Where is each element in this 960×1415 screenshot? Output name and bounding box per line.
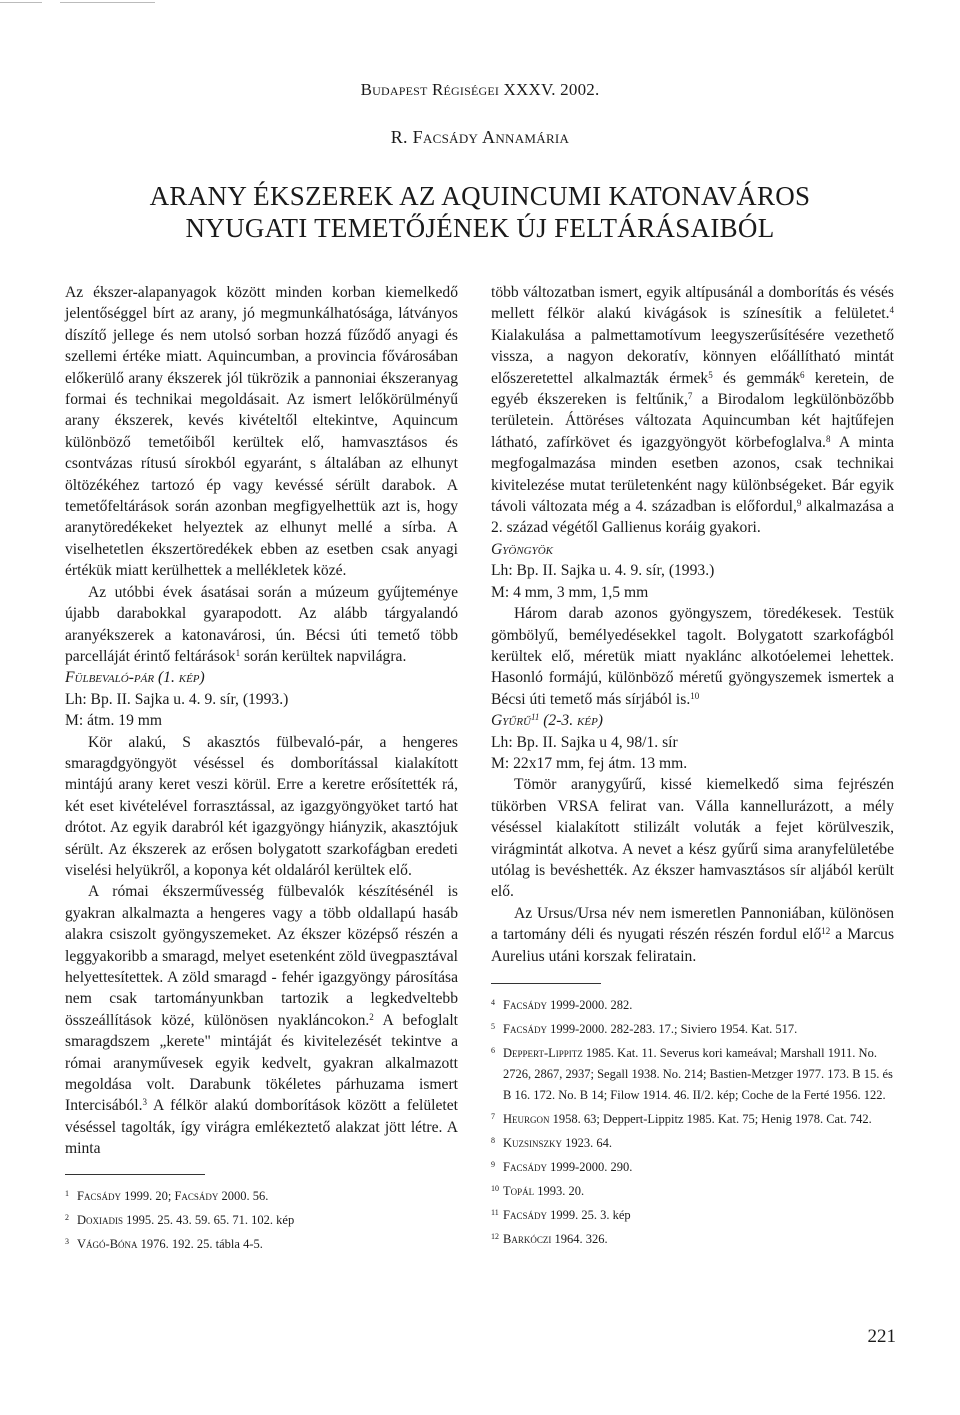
footnote-ref[interactable]: 5	[708, 369, 713, 380]
dimensions: M: átm. 19 mm	[65, 712, 163, 730]
dimensions: M: 4 mm, 3 mm, 1,5 mm	[491, 583, 649, 601]
paragraph: Az ékszer-alapanyagok között minden korban kiemelkedő jelentőséggel bírt az arany, jó megmunkálhatósága, látványos díszítő jellege és nem utolsó sorban hozzá fűződő anyagi és szellemi értéke miatt. Aquincumban, a provincia fővárosában előkerülő arany ékszerek jól tükrözik a pannoniai ékszeranyag formai és technikai megoldásait. Az ismert lelőkörülményű arany ékszerek, kevés kivételtől eltekintve, Aquincum különböző temetőiből kerültek elő, hamvasztásos és csontvázas rítusú sírokból egyaránt, s általában az elhunyt öltözékéhez tartozó ép vagy kevéssé sérült darabok. A temetőfeltárások során azonban megfigyelhettük azt is, hogy aranytöredékeket helyeztek az elhunyt mellé a sírba. A viselhetetlen ékszertöredékek ebben az esetben csak anyagi értékük miatt kerülhettek a mellékletek közé.	[65, 284, 458, 580]
footnote: 4 Facsády 1999-2000. 282.	[491, 998, 633, 1012]
top-rule-left	[0, 2, 42, 3]
footnote-ref[interactable]: 3	[142, 1097, 148, 1108]
footnote: 8 Kuzsinszky 1923. 64.	[491, 1136, 613, 1150]
paragraph: Az utóbbi évek ásatásai során a múzeum gyűjteménye újabb darabokkal gyarapodott. Az alább tárgyalandó aranyékszerek a katonavárosi, ún. Bécsi úti temető több parcelláját érintő feltárások$^1$ során kerültek napvilágra.	[65, 583, 458, 665]
footnote-ref[interactable]: 12	[821, 926, 831, 937]
footnote-ref[interactable]: 9	[796, 498, 802, 509]
footnote: 10 Topál 1993. 20.	[491, 1184, 585, 1198]
find-location: Lh: Bp. II. Sajka u 4, 98/1. sír	[491, 733, 678, 751]
footnote: 2 Doxiadis 1995. 25. 43. 59. 65. 71. 102. kép	[65, 1212, 295, 1227]
footnote-ref[interactable]: 6	[800, 369, 805, 380]
find-location: Lh: Bp. II. Sajka u. 4. 9. sír, (1993.)	[65, 690, 289, 708]
footnote: 1 Facsády 1999. 20; Facsády 2000. 56.	[65, 1188, 269, 1203]
footnotes-left	[65, 1183, 458, 1255]
footnote-divider	[491, 983, 601, 984]
footnote: 11 Facsády 1999. 25. 3. kép	[491, 1208, 631, 1222]
footnote-ref[interactable]: 1	[235, 647, 241, 658]
dimensions: M: 22x17 mm, fej átm. 13 mm.	[491, 754, 688, 772]
footnote: 6 Deppert-Lippitz 1985. Kat. 11. Severus kori kameával; Marshall 1911. No. 2726, 2867, 2937; Segall 1938. No. 214; Bastien-Metzger 1977. 173. B 15. és B 16. 172. No. B 14; Filow 1914. 46. II/2. kép; Coche de la Ferté 1956. 122.	[491, 1046, 893, 1102]
footnote-ref[interactable]: 11	[531, 712, 540, 723]
paragraph: Tömör aranygyűrű, kissé kiemelkedő sima fejrészén tükörben VRSA felirat van. Válla kannellurázott, a mély véséssel kialakított stilizált voluták a fejet körülveszik, virágmintát alkotva. A nevet a kész gyűrű sima aranyfelületébe utólag is bevéshették. Az ékszer hamvasztásos sír aljából került elő.	[491, 776, 894, 901]
left-column	[65, 282, 458, 1255]
footnote-ref[interactable]: 4	[889, 305, 894, 316]
footnote: 7 Heurgon 1958. 63; Deppert-Lippitz 1985. Kat. 75; Henig 1978. Cat. 742.	[491, 1112, 872, 1126]
footnote-ref[interactable]: 10	[690, 690, 700, 701]
paragraph: Kör alakú, S akasztós fülbevaló-pár, a hengeres smaragdgyöngyöt véséssel és domborítással kialakított mintájú arany keret veszi körül. Erre a keretre erősítették rá, két eset kivételével forrasztással, az igazgyöngyöket tartó hat drótot. Az egyik darabról két igazgyöngy hiányzik, akasztójuk sérült. Az ékszerek az erősen bolygatott szarkofágban eredeti viselési helyükről, a koponya két oldaláról kerültek elő.	[65, 733, 458, 879]
section-heading: Gyűrű$^{11}$ (2-3. kép)	[491, 712, 603, 730]
footnote-divider	[65, 1174, 205, 1175]
find-location: Lh: Bp. II. Sajka u. 4. 9. sír, (1993.)	[491, 562, 715, 580]
page-number: 221	[867, 1326, 896, 1347]
footnote: 9 Facsády 1999-2000. 290.	[491, 1160, 633, 1174]
paragraph: több változatban ismert, egyik altípusánál a domborítás és vésés mellett félkör alakú kivágások is színesítik a felületet.$^4$ Kialakulása a palmettamotívum leegyszerűsítésére vezethető vissza, a nagyon dekoratív, könnyen előállítható mintát előszeretettel alkalmazták érmek$^5$ és gemmák$^6$ keretein, de egyéb ékszereken is feltűnik,$^7$ a Birodalom legkülönbözőbb területein. Áttöréses változata Aquincumban két hajtűfejen látható, zafírkövet és igazgyöngyöt körbefoglalva.$^8$ A minta megfogalmazása minden esetben azonos, csak technikai kivitelezése mutat területenként nagy különbségeket. Bár egyik távoli változata még a 4. században is előfordul,$^9$ alkalmazása a 2. század végétől Gallienus koráig gyakori.	[491, 284, 895, 537]
paragraph: Az Ursus/Ursa név nem ismeretlen Pannoniában, különösen a tartomány déli és nyugati részén részén fordul elő$^{12}$ a Marcus Aurelius utáni korszak feliratain.	[491, 904, 895, 965]
footnote: 3 Vágó-Bóna 1976. 192. 25. tábla 4-5.	[65, 1236, 263, 1251]
article-title	[0, 180, 960, 244]
footnote-ref[interactable]: 8	[825, 433, 831, 444]
article-author: R. Facsády Annamária	[390, 127, 570, 147]
footnote-ref[interactable]: 2	[369, 1011, 374, 1022]
paragraph: Három darab azonos gyöngyszem, töredékesek. Testük gömbölyű, bemélyedésekkel tagolt. Bolygatott szarkofágból kerültek elő, méretük miatt nyaklánc alkotóelemei lehettek. Hasonló formájú, különböző méretű gyöngyszemek ismertek a Bécsi úti temető más sírjából is.$^{10}$	[491, 605, 894, 708]
footnote: 5 Facsády 1999-2000. 282-283. 17.; Siviero 1954. Kat. 517.	[491, 1022, 798, 1036]
section-heading: Fülbevaló-pár (1. kép)	[65, 669, 205, 687]
section-heading: Gyöngyök	[491, 540, 554, 558]
running-header: Budapest Régiségei XXXV. 2002.	[360, 80, 600, 99]
footnote-ref[interactable]: 7	[687, 391, 693, 402]
right-column	[491, 282, 894, 1250]
title-line-2: NYUGATI TEMETŐJÉNEK ÚJ FELTÁRÁSAIBÓL	[185, 213, 775, 243]
footnotes-right	[491, 992, 894, 1250]
paragraph: A római ékszerművesség fülbevalók készítésénél is gyakran alkalmazta a hengeres vagy a több oldallapú hasáb alakra csiszolt gyöngyszemeket. Az ékszer középső részén a leggyakoribb a smaragd, melyet esetenként zöld üvegpasztával helyettesítettek. A zöld smaragd - fehér igazgyöngy párosítása nem csak tartományunkban tartozik a legkedveltebb összeállítások közé, különösen nyakláncokon.$^2$ A befoglalt smaragdszem „kerete" mintáját és kivitelezését tekintve a római aranyművesek egyik kedvelt, gyakran alkalmazott megoldása volt. Darabunk tökéletes párhuzama ismert Intercisából.$^3$ A félkör alakú domborítások között a felületet véséssel tagolták, így virágra emlékeztető alakzat jött létre. A minta	[65, 883, 458, 1158]
title-line-1: ARANY ÉKSZEREK AZ AQUINCUMI KATONAVÁROS	[149, 181, 811, 211]
footnote: 12 Barkóczi 1964. 326.	[491, 1232, 608, 1246]
top-rule-mid	[60, 2, 155, 3]
